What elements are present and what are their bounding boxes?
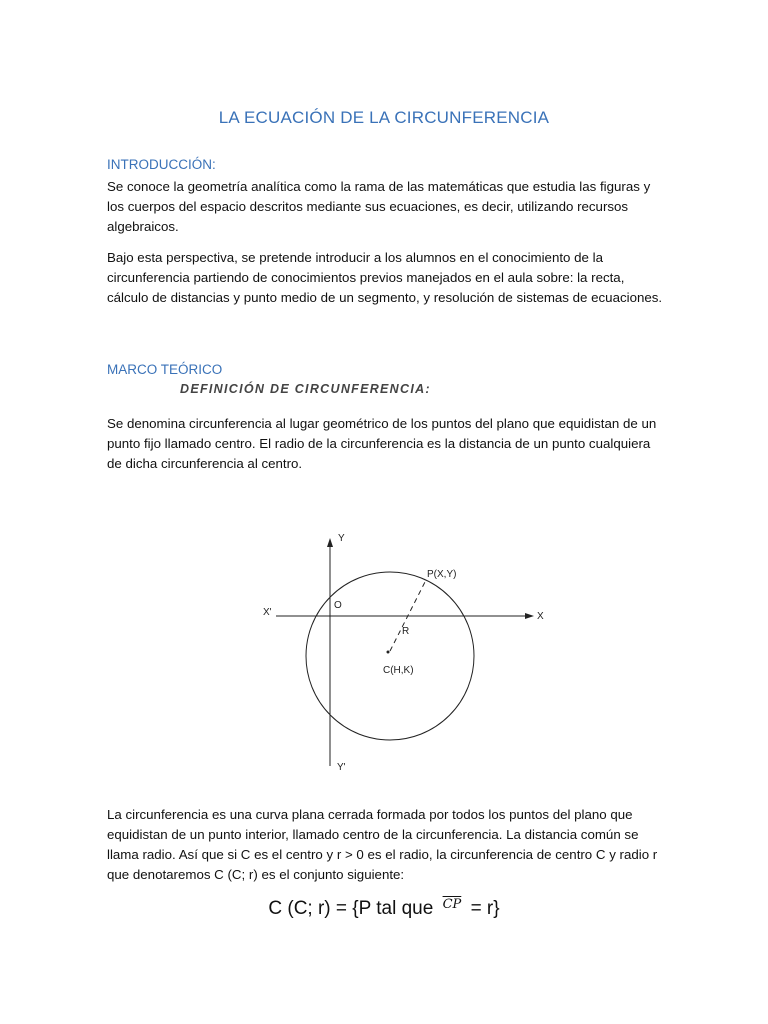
intro-heading: INTRODUCCIÓN: <box>107 157 216 172</box>
label-y-prime: Y' <box>337 762 346 773</box>
y-axis-arrow <box>327 538 333 547</box>
label-point: P(X,Y) <box>427 569 457 580</box>
circle-diagram <box>250 520 560 780</box>
label-origin: O <box>334 600 342 611</box>
center-point <box>387 651 390 654</box>
definition-paragraph: Se denomina circunferencia al lugar geométrico de los puntos del plano que equidistan de un punto fijo llamado centro. El radio de la circunferencia es la distancia de un punto cualquiera de dicha circunferencia al centro. <box>107 416 657 471</box>
definition-subheading: DEFINICIÓN DE CIRCUNFERENCIA: <box>180 382 431 396</box>
document-title: LA ECUACIÓN DE LA CIRCUNFERENCIA <box>218 108 550 127</box>
label-y: Y <box>338 533 345 544</box>
formula-segment: CP <box>442 897 462 912</box>
intro-paragraph-1: Se conoce la geometría analítica como la rama de las matemáticas que estudia las figuras y los cuerpos del espacio descritos mediante sus ecuaciones, es decir, utilizando recursos algebraicos. <box>107 179 651 234</box>
marco-heading: MARCO TEÓRICO <box>107 362 223 377</box>
label-center: C(H,K) <box>383 665 414 676</box>
formula-suffix: = r} <box>470 898 500 919</box>
label-radius: R <box>402 626 410 637</box>
label-x: X <box>537 611 544 622</box>
x-axis-arrow <box>525 613 534 619</box>
formula-prefix: C (C; r) = {P tal que <box>268 898 434 919</box>
circumference-paragraph: La circunferencia es una curva plana cerrada formada por todos los puntos del plano que equidistan de un punto interior, llamado centro de la circunferencia. La distancia común se llama radio. Así que si C es el centro y r > 0 es el radio, la circunferencia de centro C y radio r que denotaremos C (C; r) es el conjunto siguiente: <box>107 807 658 882</box>
intro-paragraph-2: Bajo esta perspectiva, se pretende introducir a los alumnos en el conocimiento de la circunferencia partiendo de conocimientos previos manejados en el aula sobre: la recta, cálculo de distancias y punto medio de un segmento, y resolución de sistemas de ecuaciones. <box>107 250 663 305</box>
circumference-formula <box>0 898 768 920</box>
circumference <box>306 572 474 740</box>
label-x-prime: X' <box>263 607 272 618</box>
